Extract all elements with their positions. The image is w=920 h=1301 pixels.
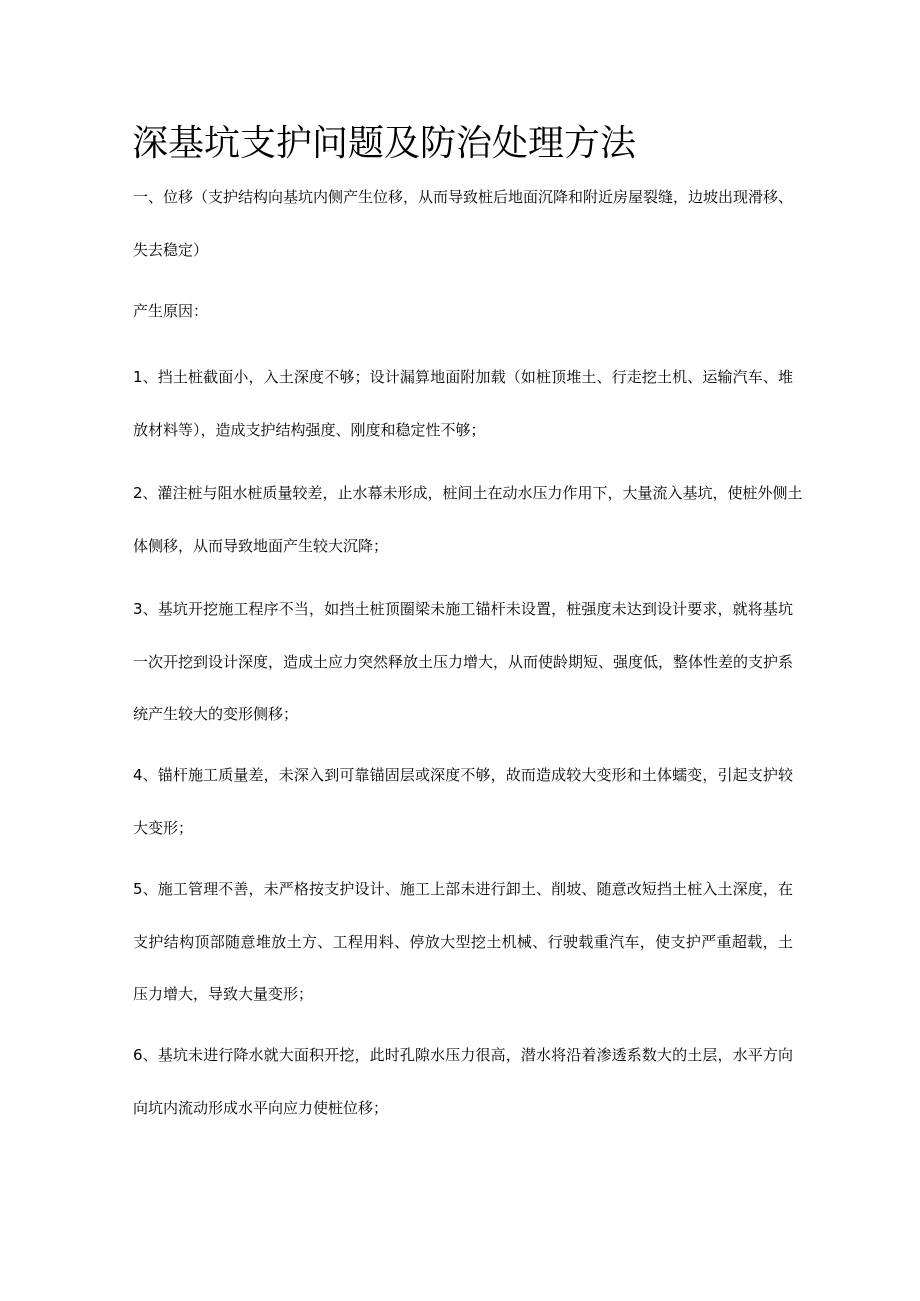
cause-item-6 [133,1029,793,1134]
cause-item-5 [133,863,793,1021]
cause-item-line: 统产生较大的变形侧移； [133,705,299,723]
cause-item-line: 6、基坑未进行降水就大面积开挖，此时孔隙水压力很高，潜水将沿着渗透系数大的土层，水平方向 [133,1046,793,1064]
document-title: 深基坑支护问题及防治处理方法 [132,123,637,164]
cause-item-line: 2、灌注桩与阻水桩质量较差，止水幕未形成，桩间土在动水压力作用下，大量流入基坑，使桩外侧土 [133,484,803,502]
cause-item-line: 体侧移，从而导致地面产生较大沉降； [133,536,389,555]
section-heading [133,171,793,276]
cause-item-2 [133,467,803,572]
cause-item-1 [133,351,793,456]
cause-item-line: 支护结构顶部随意堆放土方、工程用料、停放大型挖土机械、行驶载重汽车，使支护严重超载，土 [133,932,793,951]
cause-item-line: 一次开挖到设计深度，造成土应力突然释放土压力增大，从而使龄期短、强度低，整体性差的支护系 [133,652,794,671]
cause-item-3 [133,583,793,741]
section-heading-line: 失去稳定） [133,240,209,259]
cause-item-line: 5、施工管理不善，未严格按支护设计、施工上部未进行卸土、削坡、随意改短挡土桩入土深度，在 [133,880,793,898]
cause-item-line: 向坑内流动形成水平向应力使桩位移； [133,1098,389,1117]
cause-item-line: 3、基坑开挖施工程序不当，如挡土桩顶圈梁未施工锚杆未设置，桩强度未达到设计要求，就将基坑 [133,600,793,618]
cause-item-line: 压力增大，导致大量变形； [133,985,314,1003]
cause-item-line: 放材料等），造成支护结构强度、刚度和稳定性不够； [133,420,486,439]
cause-item-line: 大变形； [133,818,194,837]
cause-item-line: 1、挡土桩截面小，入土深度不够；设计漏算地面附加载（如桩顶堆土、行走挖土机、运输汽车、堆 [133,368,793,386]
cause-item-4 [133,749,793,854]
section-heading-line: 一、位移（支护结构向基坑内侧产生位移，从而导致桩后地面沉降和附近房屋裂缝，边坡出现滑移、 [133,188,794,206]
cause-label-text: 产生原因： [133,302,209,320]
cause-item-line: 4、锚杆施工质量差，未深入到可靠锚固层或深度不够，故而造成较大变形和土体蠕变，引起支护较 [133,766,793,784]
cause-label [133,285,793,338]
